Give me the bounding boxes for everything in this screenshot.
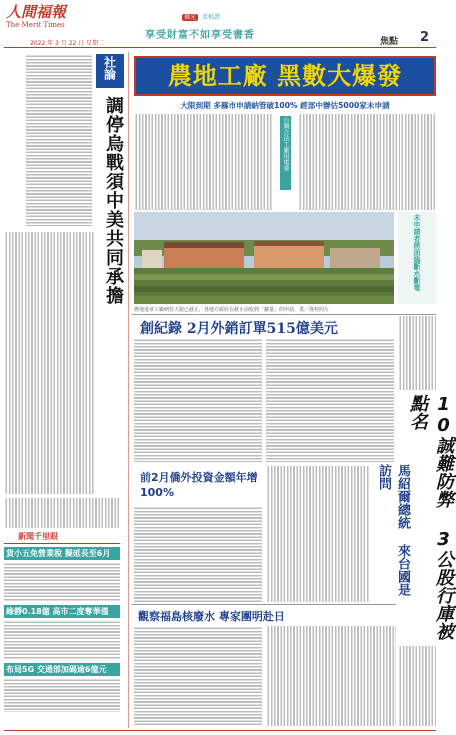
masthead (0, 0, 440, 48)
lead-side-tag-text: 未申請者將面臨斷水斷電 (413, 214, 421, 291)
story2-headline: 創紀錄 2月外銷訂單515億美元 (140, 321, 338, 337)
news-sidebar (4, 530, 120, 726)
sidebar-item (4, 547, 120, 602)
banner-tags (182, 12, 220, 21)
story6-headline-box (404, 394, 454, 644)
lead-headline-box (134, 56, 436, 96)
lead-headline: 農地工廠 黑數大爆發 (167, 62, 403, 90)
logo (6, 4, 66, 29)
banner-tag-left: 佛光 (184, 14, 197, 21)
header-rule (4, 47, 436, 48)
story5-headline: 觀察福島核廢水 專家團明赴日 (138, 610, 285, 623)
editorial-body-1 (26, 54, 92, 226)
sidebar-title: 新聞千里眼 (4, 530, 120, 544)
story3-body (134, 506, 262, 602)
sidebar-item-body (4, 620, 120, 660)
lead-body-1 (134, 114, 272, 210)
motto: 享受財富不如享受書香 (145, 30, 255, 41)
editorial-tag-label: 社論 (102, 56, 117, 80)
row-divider (132, 604, 396, 605)
page-number: 2 (420, 30, 430, 45)
banner-tag-right: 菜根譚 (201, 14, 220, 21)
lead-subheadline: 大限到期 多縣市申請納管破100% 經部中辦估5000家未申請 (180, 101, 390, 110)
column-divider (128, 52, 129, 728)
story5-body-2 (266, 626, 396, 726)
photo-caption: 農地違章工廠納管大限已截止，各地方政府在截止前收到「擴量」的申請，業／資料照片 (134, 307, 330, 313)
editorial-body-2 (4, 232, 94, 494)
lead-side-tag (398, 212, 436, 304)
section-name: 焦點 (380, 37, 399, 47)
sidebar-item (4, 605, 120, 660)
story6-headline: 10誠難防弊 3公股行庫被點名 (407, 394, 454, 640)
story5-body-1 (134, 626, 262, 726)
bottom-rule (4, 730, 436, 731)
story4-body (266, 466, 370, 602)
sidebar-item-headline: 布局5G 交通部加碼逾6億元 (4, 663, 120, 676)
row-divider (132, 314, 436, 315)
lead-photo-label (280, 116, 294, 190)
lead-photo-label-text: 台灣合法工廠用電量 (280, 116, 291, 190)
date-line: 2022 年 3 月 22 日 星期二 (30, 40, 105, 47)
lead-photo (134, 212, 394, 304)
sidebar-item (4, 663, 120, 712)
story4-headline-box (374, 464, 410, 604)
editorial-body-3 (4, 498, 120, 528)
sidebar-item-body (4, 562, 120, 602)
lead-body-3 (400, 114, 436, 210)
story3-headline: 前2月僑外投資金額年增100% (140, 471, 258, 499)
sidebar-item-headline: 綠靜0.18億 高市二度奪華僅 (4, 605, 120, 618)
story2-body-2 (266, 338, 394, 462)
story6-body-2 (398, 646, 436, 726)
logo-cn: 人間福報 (6, 3, 67, 21)
editorial-headline: 調停烏戰須中美共同承擔 (103, 96, 124, 305)
logo-en: The Merit Times (6, 21, 65, 29)
story4-headline: 馬紹爾總統 來台國是訪問 (376, 464, 410, 596)
story6-body-1 (398, 316, 436, 390)
sidebar-item-headline: 貨小五免營業稅 擬延長至6月 (4, 547, 120, 560)
story2-body-1 (134, 338, 262, 462)
editorial-tag (96, 54, 124, 88)
sidebar-item-body (4, 678, 120, 712)
factory-photo (134, 212, 394, 304)
